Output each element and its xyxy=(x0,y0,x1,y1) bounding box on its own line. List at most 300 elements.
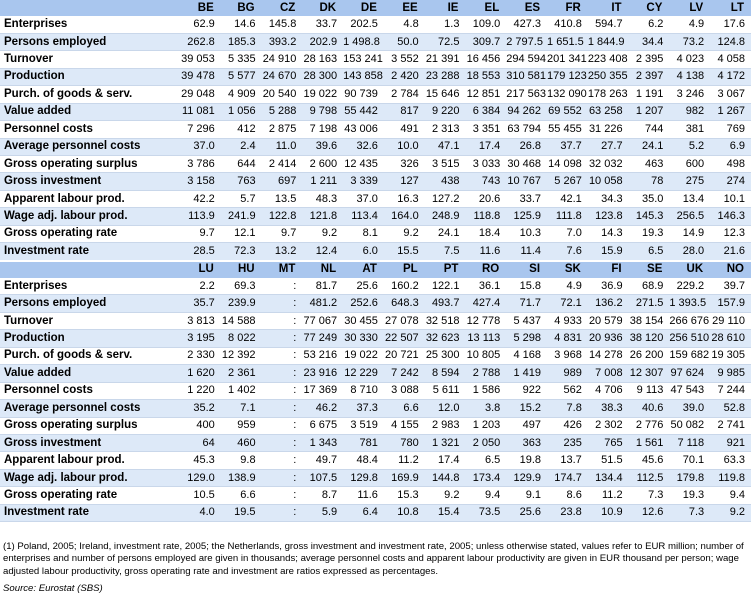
table-cell: 14 098 xyxy=(547,155,588,172)
table-cell: 97 624 xyxy=(669,365,710,382)
table-cell: 9.2 xyxy=(302,225,343,242)
country-header: FI xyxy=(588,261,629,278)
table-cell: 271.5 xyxy=(629,295,670,312)
table-cell: 13.7 xyxy=(547,452,588,469)
table-cell: 72.3 xyxy=(221,243,262,261)
table-cell: 248.9 xyxy=(425,208,466,225)
table-cell: 202.9 xyxy=(302,33,343,50)
table-cell: 69 552 xyxy=(547,103,588,120)
table-cell: 9.8 xyxy=(221,452,262,469)
table-cell: 959 xyxy=(221,417,262,434)
table-cell: 493.7 xyxy=(425,295,466,312)
row-label: Persons employed xyxy=(0,33,180,50)
table-cell: 19.3 xyxy=(629,225,670,242)
table-cell: 7 118 xyxy=(669,434,710,451)
table-cell: 2 875 xyxy=(262,121,303,138)
table-cell: 780 xyxy=(384,434,425,451)
table-cell: 20 579 xyxy=(588,312,629,329)
row-label: Gross investment xyxy=(0,173,180,190)
table-cell: 47.1 xyxy=(425,138,466,155)
table-cell: 112.5 xyxy=(629,469,670,486)
table-cell: 14 588 xyxy=(221,312,262,329)
table-cell: 4 168 xyxy=(506,347,547,364)
table-cell: 4 909 xyxy=(221,86,262,103)
table-cell: 2 983 xyxy=(425,417,466,434)
table-cell: 2 797.5 xyxy=(506,33,547,50)
table-cell: 2 050 xyxy=(465,434,506,451)
table-cell: 10 767 xyxy=(506,173,547,190)
table-cell: 1 402 xyxy=(221,382,262,399)
table-cell: 50 082 xyxy=(669,417,710,434)
table-cell: 32.6 xyxy=(343,138,384,155)
country-header: LU xyxy=(180,261,221,278)
row-label: Average personnel costs xyxy=(0,400,180,417)
table-cell: 9.7 xyxy=(262,225,303,242)
table-cell: 39.7 xyxy=(710,278,751,295)
table-cell: 179 123 xyxy=(547,68,588,85)
table-cell: : xyxy=(262,452,303,469)
table-cell: 36.1 xyxy=(465,278,506,295)
table-cell: : xyxy=(262,504,303,521)
table-cell: 393.2 xyxy=(262,33,303,50)
row-label: Value added xyxy=(0,103,180,120)
table-cell: 26.8 xyxy=(506,138,547,155)
table-row xyxy=(0,382,751,399)
table-row xyxy=(0,347,751,364)
table-cell: 146.3 xyxy=(710,208,751,225)
table-cell: 39.6 xyxy=(302,138,343,155)
table-row xyxy=(0,121,751,138)
country-header: EL xyxy=(484,1,500,14)
table-cell: 2 313 xyxy=(425,121,466,138)
table-cell: 136.2 xyxy=(588,295,629,312)
table-cell: 982 xyxy=(669,103,710,120)
table-cell: 40.6 xyxy=(629,400,670,417)
table-cell: 78 xyxy=(629,173,670,190)
table-cell: 4.9 xyxy=(669,16,710,33)
table-cell: 3 033 xyxy=(465,155,506,172)
table-cell: 697 xyxy=(262,173,303,190)
row-label: Investment rate xyxy=(0,243,180,261)
table-cell: 235 xyxy=(547,434,588,451)
table-cell: 781 xyxy=(343,434,384,451)
table-cell: 743 xyxy=(465,173,506,190)
table-cell: 9.7 xyxy=(180,225,221,242)
table-cell: 1 343 xyxy=(302,434,343,451)
table-cell: 1 321 xyxy=(425,434,466,451)
table-cell: 1 393.5 xyxy=(669,295,710,312)
table-cell: 2 395 xyxy=(629,51,670,68)
table-cell: 129.9 xyxy=(506,469,547,486)
table-cell: 38 120 xyxy=(629,330,670,347)
country-header: SI xyxy=(506,261,547,278)
table-cell: 6.5 xyxy=(629,243,670,261)
table-cell: 4 172 xyxy=(710,68,751,85)
table-cell: 229.2 xyxy=(669,278,710,295)
table-cell: 77 067 xyxy=(302,312,343,329)
table-row xyxy=(0,434,751,451)
table-cell: 1 191 xyxy=(629,86,670,103)
table-cell: 179.8 xyxy=(669,469,710,486)
table-row xyxy=(0,504,751,521)
table-cell: 6.0 xyxy=(343,243,384,261)
row-label: Gross operating surplus xyxy=(0,155,180,172)
table-cell: 25.6 xyxy=(506,504,547,521)
row-label: Average personnel costs xyxy=(0,138,180,155)
table-cell: 15.9 xyxy=(588,243,629,261)
table-cell: 9 985 xyxy=(710,365,751,382)
table-cell: 763 xyxy=(221,173,262,190)
table-cell: 15 646 xyxy=(425,86,466,103)
table-cell: 121.8 xyxy=(302,208,343,225)
table-cell: 134.4 xyxy=(588,469,629,486)
country-header: ES xyxy=(524,1,541,14)
table-cell: 11.0 xyxy=(262,138,303,155)
table-cell: 53 216 xyxy=(302,347,343,364)
table-cell: 9 798 xyxy=(302,103,343,120)
table-cell: : xyxy=(262,382,303,399)
table-cell: 13.2 xyxy=(262,243,303,261)
table-cell: 174.7 xyxy=(547,469,588,486)
table-cell: 46.2 xyxy=(302,400,343,417)
table-cell: 644 xyxy=(221,155,262,172)
table-cell: 29 048 xyxy=(180,86,221,103)
table-row xyxy=(0,278,751,295)
table-cell: 28 610 xyxy=(710,330,751,347)
row-label: Wage adj. labour prod. xyxy=(0,208,180,225)
table-cell: 363 xyxy=(506,434,547,451)
table-row xyxy=(0,400,751,417)
table-cell: 1 207 xyxy=(629,103,670,120)
row-label: Production xyxy=(0,68,180,85)
table-cell: 51.5 xyxy=(588,452,629,469)
table-cell: 275 xyxy=(669,173,710,190)
table-cell: 14.6 xyxy=(221,16,262,33)
table-cell: 7 242 xyxy=(384,365,425,382)
table-cell: 256 510 xyxy=(669,330,710,347)
table-cell: 5.9 xyxy=(302,504,343,521)
table-cell: 15.8 xyxy=(506,278,547,295)
table-cell: 33.7 xyxy=(302,16,343,33)
table-cell: 69.3 xyxy=(221,278,262,295)
table-cell: 1 498.8 xyxy=(343,33,384,50)
table-cell: 32 518 xyxy=(425,312,466,329)
table-row xyxy=(0,155,751,172)
country-header: IT xyxy=(611,1,622,14)
table-cell: 38 154 xyxy=(629,312,670,329)
table-cell: 37.3 xyxy=(343,400,384,417)
table-cell: 21.6 xyxy=(710,243,751,261)
table-cell: 64 xyxy=(180,434,221,451)
table-cell: 2 420 xyxy=(384,68,425,85)
table-cell: 491 xyxy=(384,121,425,138)
table-cell: 6.9 xyxy=(710,138,751,155)
table-cell: 43 006 xyxy=(343,121,384,138)
table-cell: 10.0 xyxy=(384,138,425,155)
table-cell: 5.7 xyxy=(221,190,262,207)
table-cell: 153 241 xyxy=(343,51,384,68)
table-cell: 6 675 xyxy=(302,417,343,434)
table-cell: 20.6 xyxy=(465,190,506,207)
row-label: Value added xyxy=(0,365,180,382)
table-cell: 9.1 xyxy=(506,487,547,504)
table-cell: 6.2 xyxy=(629,16,670,33)
table-cell: 47 543 xyxy=(669,382,710,399)
table-cell: 10.5 xyxy=(180,487,221,504)
table-row xyxy=(0,452,751,469)
table-cell: 2 788 xyxy=(465,365,506,382)
table-cell: 12 307 xyxy=(629,365,670,382)
table-cell: 19.5 xyxy=(221,504,262,521)
table-cell: 4 058 xyxy=(710,51,751,68)
country-header: NL xyxy=(302,261,343,278)
header-corner xyxy=(0,261,180,278)
footnote: (1) Poland, 2005; Ireland, investment rate, 2005; the Netherlands, gross investment and investment rate, 2005; unless otherwise stated, values refer to EUR million; number of enterprises and number of persons employed are given in thousands; average personnel costs and apparent labour productivity are given in EUR thousand per person; wage adjusted labour productivity, gross operating rate and investment are ratios expressed as percentages. xyxy=(3,541,744,577)
country-header: UK xyxy=(669,261,710,278)
table-cell: 15.5 xyxy=(384,243,425,261)
table-cell: 50.0 xyxy=(384,33,425,50)
table-cell: 5.2 xyxy=(669,138,710,155)
table-cell: 12.6 xyxy=(629,504,670,521)
source-note: Source: Eurostat (SBS) xyxy=(3,583,103,594)
table-cell: 1 220 xyxy=(180,382,221,399)
table-cell: 6.6 xyxy=(384,400,425,417)
table-cell: 37.7 xyxy=(547,138,588,155)
table-cell: 23 288 xyxy=(425,68,466,85)
table-cell: : xyxy=(262,365,303,382)
table-row xyxy=(0,190,751,207)
table-cell: 157.9 xyxy=(710,295,751,312)
table-cell: 7 296 xyxy=(180,121,221,138)
table-cell: 4 155 xyxy=(384,417,425,434)
table-cell: 24 670 xyxy=(262,68,303,85)
table-cell: 25 300 xyxy=(425,347,466,364)
table-cell: 159 682 xyxy=(669,347,710,364)
table-cell: 7.3 xyxy=(629,487,670,504)
table-cell: 4 831 xyxy=(547,330,588,347)
table-cell: 9.4 xyxy=(710,487,751,504)
table-cell: 122.1 xyxy=(425,278,466,295)
country-header: EE xyxy=(402,1,418,14)
country-header: BE xyxy=(197,1,214,14)
table-cell: 8 710 xyxy=(343,382,384,399)
table-cell: 24.1 xyxy=(629,138,670,155)
table-cell: 19 022 xyxy=(343,347,384,364)
table-cell: 12.4 xyxy=(302,243,343,261)
table-cell: 15.3 xyxy=(384,487,425,504)
table-cell: 426 xyxy=(547,417,588,434)
row-label: Persons employed xyxy=(0,295,180,312)
table-cell: 20 540 xyxy=(262,86,303,103)
table-cell: 310 581 xyxy=(506,68,547,85)
table-cell: 13.5 xyxy=(262,190,303,207)
table-cell: 39 478 xyxy=(180,68,221,85)
table-cell: 239.9 xyxy=(221,295,262,312)
table-cell: 201 341 xyxy=(547,51,588,68)
table-cell: 460 xyxy=(221,434,262,451)
table-cell: 1 586 xyxy=(465,382,506,399)
table-cell: 10 805 xyxy=(465,347,506,364)
table-cell: : xyxy=(262,487,303,504)
table-cell: 17 369 xyxy=(302,382,343,399)
table-cell: 6 384 xyxy=(465,103,506,120)
table-row xyxy=(0,417,751,434)
table-cell: 17.4 xyxy=(425,452,466,469)
table-cell: 2 741 xyxy=(710,417,751,434)
table-cell: 3 552 xyxy=(384,51,425,68)
table-cell: 164.0 xyxy=(384,208,425,225)
table-cell: 9.4 xyxy=(465,487,506,504)
country-header: AT xyxy=(343,261,384,278)
table-cell: 400 xyxy=(180,417,221,434)
table-cell: 19.8 xyxy=(506,452,547,469)
table-cell: 9.2 xyxy=(425,487,466,504)
table-cell: 3 339 xyxy=(343,173,384,190)
table-cell: 48.3 xyxy=(302,190,343,207)
table-cell: 34.4 xyxy=(629,33,670,50)
table-cell: 63 258 xyxy=(588,103,629,120)
table-cell: 107.5 xyxy=(302,469,343,486)
table-cell: 77 249 xyxy=(302,330,343,347)
table-cell: 90 739 xyxy=(343,86,384,103)
table-cell: 7 244 xyxy=(710,382,751,399)
country-header: IE xyxy=(447,1,459,14)
table-cell: 6.6 xyxy=(221,487,262,504)
table-cell: 3 515 xyxy=(425,155,466,172)
table-cell: 16.3 xyxy=(384,190,425,207)
table-cell: 129.8 xyxy=(343,469,384,486)
table-cell: 25.6 xyxy=(343,278,384,295)
table-cell: 1.3 xyxy=(425,16,466,33)
country-header: NO xyxy=(710,261,751,278)
table-cell: 62.9 xyxy=(180,16,221,33)
table-cell: 427.3 xyxy=(506,16,547,33)
country-header: RO xyxy=(465,261,506,278)
table-cell: 1 056 xyxy=(221,103,262,120)
table-cell: : xyxy=(262,400,303,417)
table-cell: 9 113 xyxy=(629,382,670,399)
table-cell: 3 158 xyxy=(180,173,221,190)
country-header: CY xyxy=(646,1,663,14)
table-cell: 7.8 xyxy=(547,400,588,417)
table-cell: 18 553 xyxy=(465,68,506,85)
table-cell: 36.9 xyxy=(588,278,629,295)
table-cell: 250 355 xyxy=(588,68,629,85)
table-cell: 5 288 xyxy=(262,103,303,120)
table-cell: 30 330 xyxy=(343,330,384,347)
table-cell: 14 278 xyxy=(588,347,629,364)
table-cell: 111.8 xyxy=(547,208,588,225)
table-cell: 765 xyxy=(588,434,629,451)
table-cell: 2.4 xyxy=(221,138,262,155)
table-cell: 30 455 xyxy=(343,312,384,329)
country-header: FR xyxy=(565,1,581,14)
table-cell: 309.7 xyxy=(465,33,506,50)
table-cell: 27 078 xyxy=(384,312,425,329)
table-cell: 2 330 xyxy=(180,347,221,364)
table-cell: : xyxy=(262,295,303,312)
table-cell: 427.4 xyxy=(465,295,506,312)
table-cell: 12.0 xyxy=(425,400,466,417)
table-cell: 481.2 xyxy=(302,295,343,312)
table-cell: : xyxy=(262,469,303,486)
table-cell: 160.2 xyxy=(384,278,425,295)
table-cell: 5 335 xyxy=(221,51,262,68)
table-cell: 3 088 xyxy=(384,382,425,399)
table-cell: 412 xyxy=(221,121,262,138)
table-cell: 12.1 xyxy=(221,225,262,242)
table-cell: 4.9 xyxy=(547,278,588,295)
table-cell: 5 611 xyxy=(425,382,466,399)
table-cell: 123.8 xyxy=(588,208,629,225)
table-cell: 145.3 xyxy=(629,208,670,225)
table-cell: 4.8 xyxy=(384,16,425,33)
table-cell: 497 xyxy=(506,417,547,434)
table-cell: 19 305 xyxy=(710,347,751,364)
country-header: DE xyxy=(360,1,377,14)
table-cell: 7.1 xyxy=(221,400,262,417)
table-cell: 1 651.5 xyxy=(547,33,588,50)
table-cell: 2 302 xyxy=(588,417,629,434)
table-cell: 12 392 xyxy=(221,347,262,364)
table-cell: 3 195 xyxy=(180,330,221,347)
table-cell: 35.0 xyxy=(629,190,670,207)
table-cell: 11.2 xyxy=(384,452,425,469)
table-cell: 9.2 xyxy=(384,225,425,242)
row-label: Investment rate xyxy=(0,504,180,521)
table-row xyxy=(0,33,751,50)
table-cell: 20 936 xyxy=(588,330,629,347)
table-cell: : xyxy=(262,330,303,347)
table-cell: 52.8 xyxy=(710,400,751,417)
table-cell: 94 262 xyxy=(506,103,547,120)
table-cell: 14.9 xyxy=(669,225,710,242)
country-header: DK xyxy=(319,1,337,14)
table-cell: 1 267 xyxy=(710,103,751,120)
table-cell: 11 081 xyxy=(180,103,221,120)
table-cell: 24 910 xyxy=(262,51,303,68)
row-label: Wage adj. labour prod. xyxy=(0,469,180,486)
table-cell: 28.5 xyxy=(180,243,221,261)
table-cell: 223 408 xyxy=(588,51,629,68)
row-label: Personnel costs xyxy=(0,121,180,138)
table-cell: 23.8 xyxy=(547,504,588,521)
table-cell: 241.9 xyxy=(221,208,262,225)
row-label: Enterprises xyxy=(0,278,180,295)
table-cell: 438 xyxy=(425,173,466,190)
table-cell: 129.0 xyxy=(180,469,221,486)
table-cell: 34.3 xyxy=(588,190,629,207)
table-cell: 12.3 xyxy=(710,225,751,242)
table-cell: 72.5 xyxy=(425,33,466,50)
table-cell: 35.2 xyxy=(180,400,221,417)
table-cell: 5 437 xyxy=(506,312,547,329)
table-row xyxy=(0,330,751,347)
table-cell: 28 163 xyxy=(302,51,343,68)
country-header: CZ xyxy=(280,1,296,14)
table-row xyxy=(0,225,751,242)
table-cell: 2 414 xyxy=(262,155,303,172)
table-cell: 109.0 xyxy=(465,16,506,33)
table-cell: 39.0 xyxy=(669,400,710,417)
table-cell: 744 xyxy=(629,121,670,138)
table-cell: 31 226 xyxy=(588,121,629,138)
table-cell: 127 xyxy=(384,173,425,190)
table-cell: 5 267 xyxy=(547,173,588,190)
table-cell: 6.5 xyxy=(465,452,506,469)
table-cell: 20 721 xyxy=(384,347,425,364)
table-cell: 23 916 xyxy=(302,365,343,382)
